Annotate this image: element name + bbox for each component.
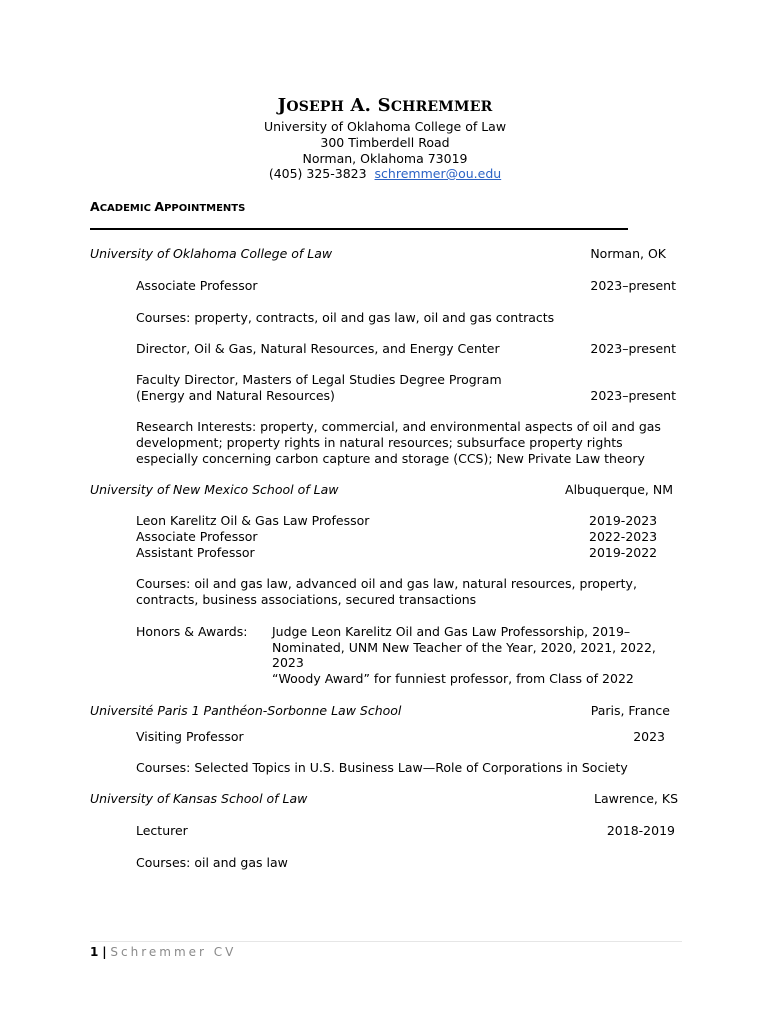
role-title: Associate Professor — [136, 529, 258, 544]
role-dates: 2019-2023 — [589, 513, 658, 528]
footer-separator: | — [102, 945, 107, 959]
courses-paris: Courses: Selected Topics in U.S. Business Law—Role of Corporations in Society — [136, 760, 628, 775]
research-interests: development; property rights in natural resources; subsurface property rights — [136, 435, 623, 450]
page-number: 1 — [90, 945, 99, 959]
honors-item: 2023 — [272, 655, 304, 670]
role-title: Faculty Director, Masters of Legal Studies Degree Program — [136, 372, 502, 387]
honors-item: Judge Leon Karelitz Oil and Gas Law Professorship, 2019– — [272, 624, 631, 639]
role-title: Lecturer — [136, 823, 188, 838]
role-title: Director, Oil & Gas, Natural Resources, and Energy Center — [136, 341, 500, 356]
role-dates: 2023–present — [590, 388, 676, 403]
courses-unm: contracts, business associations, secured transactions — [136, 592, 477, 607]
role-dates: 2023 — [633, 729, 665, 744]
role-title: Associate Professor — [136, 278, 258, 293]
role-title: Assistant Professor — [136, 545, 255, 560]
header-address: 300 Timberdell Road — [320, 135, 450, 150]
header-institution: University of Oklahoma College of Law — [263, 119, 507, 134]
courses-unm: Courses: oil and gas law, advanced oil and gas law, natural resources, property, — [136, 576, 637, 591]
role-title-continued: (Energy and Natural Resources) — [136, 388, 335, 403]
role-title: Visiting Professor — [136, 729, 244, 744]
role-dates: 2023–present — [590, 278, 676, 293]
footer-label: Schremmer CV — [110, 945, 237, 959]
research-interests: Research Interests: property, commercial, and environmental aspects of oil and gas — [136, 419, 661, 434]
location-ku: Lawrence, KS — [594, 791, 678, 806]
honors-item: “Woody Award” for funniest professor, from Class of 2022 — [272, 671, 634, 686]
page-footer — [90, 945, 236, 959]
header-contact — [0, 166, 770, 181]
location-ou: Norman, OK — [590, 246, 666, 261]
section-rule — [90, 228, 628, 230]
institution-unm: University of New Mexico School of Law — [90, 482, 339, 497]
role-dates: 2019-2022 — [589, 545, 658, 560]
header-phone: (405) 325-3823 — [268, 166, 367, 181]
email-link[interactable]: schremmer@ou.edu — [374, 166, 502, 181]
honors-item: Nominated, UNM New Teacher of the Year, 2020, 2021, 2022, — [272, 640, 656, 655]
honors-label: Honors & Awards: — [136, 624, 248, 639]
institution-paris: Université Paris 1 Panthéon-Sorbonne Law School — [90, 703, 402, 718]
courses-ku: Courses: oil and gas law — [136, 855, 288, 870]
research-interests: especially concerning carbon capture and storage (CCS); New Private Law theory — [136, 451, 645, 466]
role-dates: 2023–present — [590, 341, 676, 356]
location-paris: Paris, France — [590, 703, 670, 718]
courses-ou: Courses: property, contracts, oil and gas law, oil and gas contracts — [136, 310, 555, 325]
footer-divider — [90, 941, 682, 942]
role-dates: 2018-2019 — [606, 823, 675, 838]
cv-name: JOSEPH A. SCHREMMER — [277, 95, 493, 116]
header-city: Norman, Oklahoma 73019 — [302, 151, 468, 166]
institution-ou: University of Oklahoma College of Law — [90, 246, 333, 261]
institution-ku: University of Kansas School of Law — [90, 791, 308, 806]
role-dates: 2022-2023 — [589, 529, 658, 544]
role-title: Leon Karelitz Oil & Gas Law Professor — [136, 513, 370, 528]
location-unm: Albuquerque, NM — [565, 482, 673, 497]
section-heading-academic-appointments: ACADEMIC APPOINTMENTS — [90, 199, 246, 214]
